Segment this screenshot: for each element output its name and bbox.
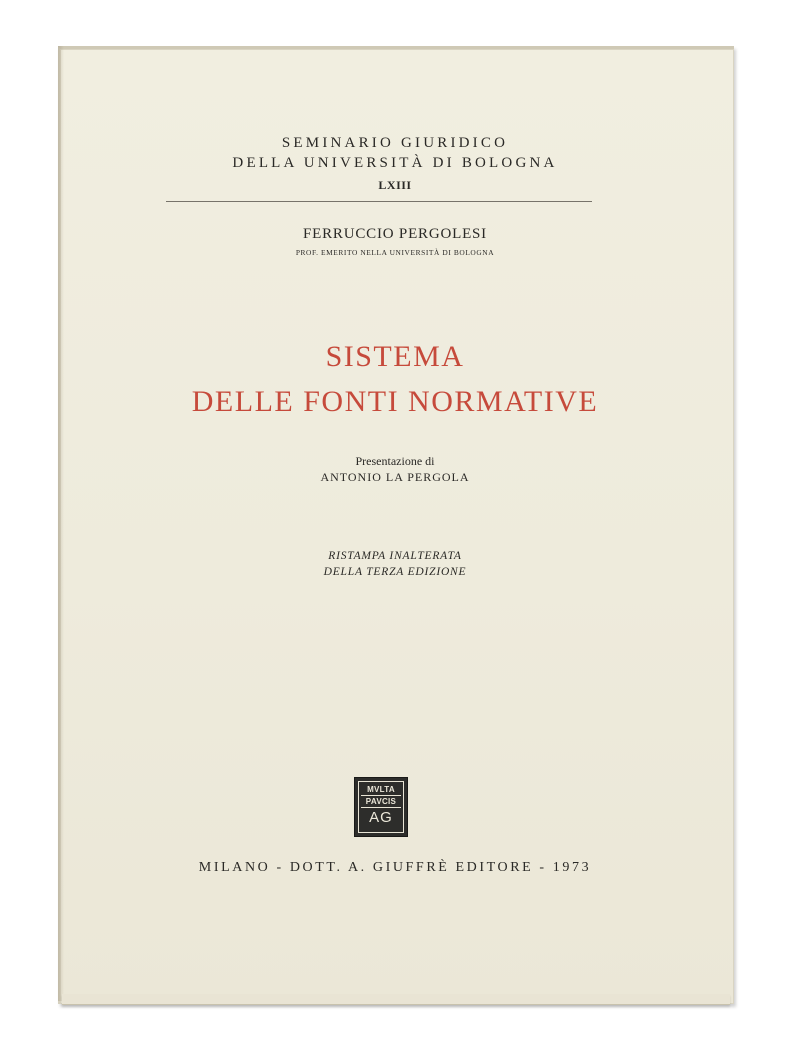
publisher-logo-frame	[358, 781, 404, 833]
series-title-line1: SEMINARIO GIURIDICO	[281, 135, 509, 151]
book-title-line1: SISTEMA	[325, 340, 465, 373]
logo-divider	[361, 795, 401, 796]
series-title-line2: DELLA UNIVERSITÀ DI BOLOGNA	[232, 155, 558, 171]
author-name: FERRUCCIO PERGOLESI	[303, 226, 487, 242]
author-title: PROF. EMERITO NELLA UNIVERSITÀ DI BOLOGNA	[295, 248, 495, 257]
logo-initials: AG	[369, 809, 393, 826]
logo-divider	[361, 807, 401, 808]
publisher-imprint: MILANO - DOTT. A. GIUFFRÈ EDITORE - 1973	[198, 860, 592, 875]
cover-bottom-edge	[62, 994, 730, 1005]
publisher-logo	[354, 777, 408, 837]
logo-motto-line1: MVLTA	[367, 785, 395, 794]
presenter-name: ANTONIO LA PERGOLA	[320, 470, 470, 484]
logo-motto-line2: PAVCIS	[365, 797, 397, 806]
book-title-line2: DELLE FONTI NORMATIVE	[191, 385, 599, 418]
reprint-note-line2: DELLA TERZA EDIZIONE	[323, 566, 467, 578]
divider-rule	[166, 201, 592, 202]
reprint-note-line1: RISTAMPA INALTERATA	[328, 550, 462, 562]
presentation-label: Presentazione di	[355, 454, 435, 468]
series-number: LXIII	[378, 178, 412, 192]
